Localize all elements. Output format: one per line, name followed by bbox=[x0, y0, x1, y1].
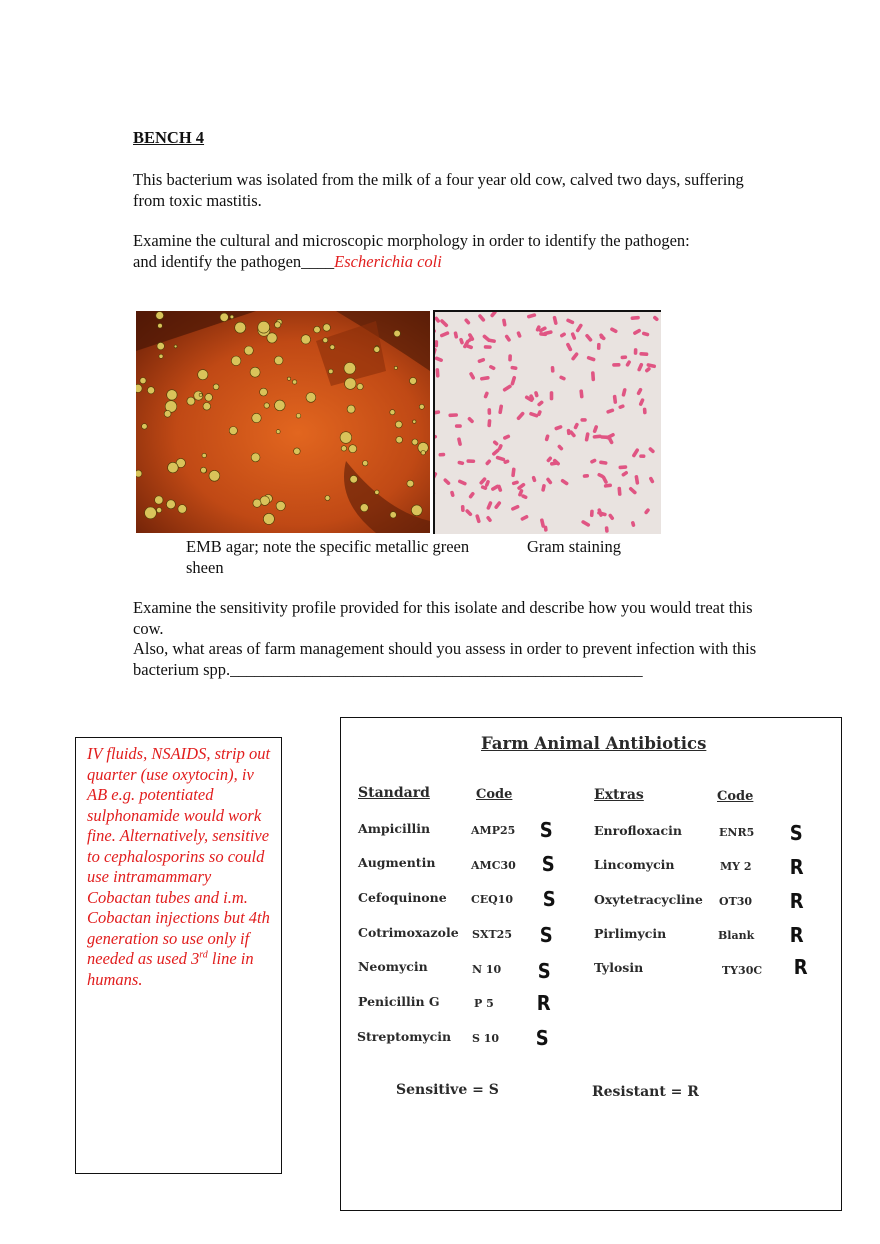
bacterial-colony bbox=[292, 380, 296, 384]
gram-negative-rod bbox=[438, 453, 445, 457]
bacterial-colony bbox=[421, 451, 425, 455]
bacterial-colony bbox=[394, 330, 401, 337]
bacterial-colony bbox=[203, 403, 211, 411]
sensitivity-instructions bbox=[133, 598, 773, 680]
extras-result: R bbox=[793, 955, 808, 979]
bacterial-colony bbox=[174, 345, 177, 348]
bacterial-colony bbox=[419, 404, 424, 409]
extras-drug: Tylosin bbox=[594, 960, 644, 975]
standard-code: P 5 bbox=[474, 997, 494, 1010]
extras-drug: Lincomycin bbox=[594, 857, 675, 872]
bacterial-colony bbox=[287, 377, 290, 380]
bacterial-colony bbox=[325, 496, 330, 501]
standard-drug: Streptomycin bbox=[357, 1029, 452, 1044]
standard-heading: Standard bbox=[358, 785, 430, 801]
extras-code: ENR5 bbox=[719, 826, 755, 839]
bacterial-colony bbox=[250, 367, 260, 377]
bacterial-colony bbox=[374, 346, 380, 352]
bacterial-colony bbox=[178, 505, 187, 514]
bacterial-colony bbox=[390, 512, 396, 518]
standard-result: S bbox=[535, 1026, 549, 1050]
bacterial-colony bbox=[260, 388, 268, 396]
bacterial-colony bbox=[345, 378, 356, 389]
bacterial-colony bbox=[187, 397, 195, 405]
bacterial-colony bbox=[410, 377, 417, 384]
bacterial-colony bbox=[147, 387, 154, 394]
gram-negative-rod bbox=[466, 459, 475, 463]
standard-code: SXT25 bbox=[472, 928, 512, 941]
gram-negative-rod bbox=[550, 391, 554, 400]
bacterial-colony bbox=[251, 453, 260, 462]
standard-drug: Augmentin bbox=[358, 855, 436, 870]
standard-result: S bbox=[542, 887, 556, 911]
bacterial-colony bbox=[230, 315, 234, 319]
bacterial-colony bbox=[350, 475, 358, 483]
gram-negative-rod bbox=[435, 340, 438, 347]
bacterial-colony bbox=[413, 420, 416, 423]
standard-code: S 10 bbox=[472, 1032, 500, 1045]
bacterial-colony bbox=[140, 378, 146, 384]
gram-negative-rod bbox=[639, 454, 645, 458]
extras-code: OT30 bbox=[719, 895, 753, 908]
identify-line-2: and identify the pathogen____ bbox=[133, 251, 335, 271]
answer-main: IV fluids, NSAIDS, strip out quarter (use oxytocin), iv AB e.g. potentiated sulphonamide would work fine. Alternatively, sensitive to cephalosporins so could use intramammary Cobactan tubes and i.m. Cobactan injections but 4th generation so use only if needed as used 3 bbox=[87, 744, 271, 968]
intro-paragraph: This bacterium was isolated from the milk of a four year old cow, calved two days, suffering from toxic mastitis. bbox=[133, 170, 744, 210]
bacterial-colony bbox=[198, 370, 208, 380]
bacterial-colony bbox=[167, 390, 177, 400]
standard-result: R bbox=[536, 991, 551, 1015]
standard-result: S bbox=[539, 923, 553, 947]
gram-negative-rod bbox=[487, 408, 491, 415]
bacterial-colony bbox=[396, 437, 403, 444]
bacterial-colony bbox=[263, 513, 274, 524]
bacterial-colony bbox=[275, 322, 281, 328]
bacterial-colony bbox=[156, 312, 164, 320]
gram-caption: Gram staining bbox=[527, 537, 621, 556]
bacterial-colony bbox=[275, 400, 286, 411]
bacterial-colony bbox=[159, 354, 163, 358]
bacterial-colony bbox=[264, 403, 269, 408]
bacterial-colony bbox=[235, 322, 246, 333]
bacterial-colony bbox=[323, 338, 328, 343]
gram-negative-rod bbox=[634, 348, 638, 355]
bacterial-colony bbox=[363, 461, 368, 466]
identify-line-1: Examine the cultural and microscopic morphology in order to identify the pathogen: bbox=[133, 231, 690, 250]
gram-negative-rod bbox=[580, 418, 586, 422]
bacterial-colony bbox=[296, 414, 301, 419]
extras-code: MY 2 bbox=[720, 860, 752, 873]
bacterial-colony bbox=[276, 501, 285, 510]
bacterial-colony bbox=[213, 384, 219, 390]
standard-result: S bbox=[537, 959, 551, 983]
bacterial-colony bbox=[347, 405, 355, 413]
gram-negative-rod bbox=[591, 371, 595, 381]
bacterial-colony bbox=[155, 496, 163, 504]
bacterial-colony bbox=[301, 335, 310, 344]
bacterial-colony bbox=[209, 470, 220, 481]
bacterial-colony bbox=[411, 505, 422, 516]
bacterial-colony bbox=[330, 345, 335, 350]
standard-drug: Cefoquinone bbox=[358, 890, 447, 905]
identify-instruction bbox=[133, 231, 773, 272]
bacterial-colony bbox=[158, 323, 163, 328]
bacterial-colony bbox=[244, 346, 253, 355]
extras-drug: Oxytetracycline bbox=[594, 892, 703, 907]
bacterial-colony bbox=[306, 393, 316, 403]
bacterial-colony bbox=[168, 462, 179, 473]
gram-negative-rod bbox=[551, 366, 555, 373]
bacterial-colony bbox=[253, 499, 261, 507]
gram-negative-rod bbox=[508, 354, 512, 361]
answer-superscript: rd bbox=[199, 949, 208, 961]
bacterial-colony bbox=[314, 326, 321, 333]
extras-result: S bbox=[789, 821, 803, 845]
extras-code-heading: Code bbox=[717, 789, 754, 804]
gram-negative-rod bbox=[455, 424, 462, 428]
page-heading: BENCH 4 bbox=[133, 128, 205, 147]
treatment-question: Examine the sensitivity profile provided for this isolate and describe how you would treat this cow. bbox=[133, 598, 753, 638]
bacterial-colony bbox=[407, 480, 414, 487]
extras-code: Blank bbox=[718, 929, 755, 942]
standard-drug: Neomycin bbox=[358, 959, 428, 974]
bacterial-colony bbox=[220, 313, 228, 321]
bacterial-colony bbox=[205, 394, 213, 402]
bacterial-colony bbox=[164, 410, 171, 417]
gram-negative-rod bbox=[590, 510, 594, 518]
extras-result: R bbox=[789, 889, 804, 913]
pathogen-answer: Escherichia coli bbox=[334, 251, 442, 271]
bacterial-colony bbox=[157, 508, 162, 513]
extras-heading: Extras bbox=[594, 787, 644, 803]
answer-tail: line in humans. bbox=[87, 949, 254, 989]
bacterial-colony bbox=[340, 432, 352, 444]
emb-agar-photo bbox=[136, 311, 430, 533]
bacterial-colony bbox=[341, 446, 346, 451]
gram-negative-rod bbox=[612, 363, 621, 367]
standard-code: AMP25 bbox=[471, 824, 516, 837]
gram-negative-rod bbox=[597, 343, 601, 350]
bacterial-colony bbox=[229, 427, 237, 435]
gram-negative-rod bbox=[639, 352, 648, 356]
antibiotic-sensitivity-sheet bbox=[340, 717, 842, 1211]
bacterial-colony bbox=[136, 470, 142, 477]
bacterial-colony bbox=[199, 393, 202, 396]
bacterial-colony bbox=[202, 453, 206, 457]
bacterial-colony bbox=[157, 342, 164, 349]
standard-code: CEQ10 bbox=[471, 893, 514, 906]
gram-negative-rod bbox=[618, 465, 627, 469]
bacterial-colony bbox=[357, 384, 363, 390]
standard-drug: Ampicillin bbox=[358, 821, 431, 836]
bacterial-colony bbox=[136, 384, 142, 392]
gram-negative-rod bbox=[484, 345, 492, 349]
gram-stain-photo bbox=[433, 310, 661, 534]
standard-drug: Cotrimoxazole bbox=[358, 925, 459, 940]
bacterial-colony bbox=[349, 445, 357, 453]
extras-drug: Pirlimycin bbox=[594, 926, 667, 941]
bacterial-colony bbox=[375, 490, 379, 494]
bacterial-colony bbox=[258, 321, 270, 333]
answer-box bbox=[75, 737, 282, 1174]
bacterial-colony bbox=[142, 424, 148, 430]
bacterial-colony bbox=[201, 467, 207, 473]
bacterial-colony bbox=[252, 413, 261, 422]
standard-result: S bbox=[541, 852, 555, 876]
standard-code: AMC30 bbox=[471, 859, 516, 872]
gram-negative-rod bbox=[448, 413, 458, 417]
extras-result: R bbox=[789, 855, 804, 879]
extras-result: R bbox=[789, 923, 804, 947]
management-question: Also, what areas of farm management should you assess in order to prevent infection with this bacterium spp.__________________________________________________ bbox=[133, 639, 757, 679]
gram-negative-rod bbox=[435, 368, 439, 378]
answer-text bbox=[87, 744, 275, 990]
legend-resistant: Resistant = R bbox=[592, 1084, 699, 1100]
bacterial-colony bbox=[329, 369, 334, 374]
bacterial-colony bbox=[166, 500, 175, 509]
bacterial-colony bbox=[395, 421, 402, 428]
extras-drug: Enrofloxacin bbox=[594, 823, 682, 838]
bacterial-colony bbox=[344, 363, 356, 375]
bacterial-colony bbox=[412, 439, 418, 445]
gram-negative-rod bbox=[643, 408, 647, 415]
standard-code: N 10 bbox=[472, 963, 502, 976]
bacterial-colony bbox=[145, 507, 157, 519]
standard-drug: Penicillin G bbox=[358, 994, 440, 1009]
standard-code-heading: Code bbox=[476, 787, 513, 802]
emb-caption: EMB agar; note the specific metallic green sheen bbox=[186, 537, 470, 577]
bacterial-colony bbox=[276, 430, 280, 434]
bacterial-colony bbox=[260, 496, 269, 505]
bacterial-colony bbox=[274, 356, 283, 365]
standard-result: S bbox=[539, 818, 553, 842]
bacterial-colony bbox=[231, 356, 241, 366]
legend-sensitive: Sensitive = S bbox=[396, 1082, 499, 1098]
bacterial-colony bbox=[294, 448, 301, 455]
bacterial-colony bbox=[323, 324, 330, 331]
bacterial-colony bbox=[394, 366, 397, 369]
bacterial-colony bbox=[267, 333, 277, 343]
extras-code: TY30C bbox=[722, 964, 763, 977]
gram-negative-rod bbox=[461, 505, 465, 512]
bacterial-colony bbox=[360, 504, 368, 512]
sheet-title: Farm Animal Antibiotics bbox=[481, 734, 707, 753]
bacterial-colony bbox=[390, 410, 395, 415]
